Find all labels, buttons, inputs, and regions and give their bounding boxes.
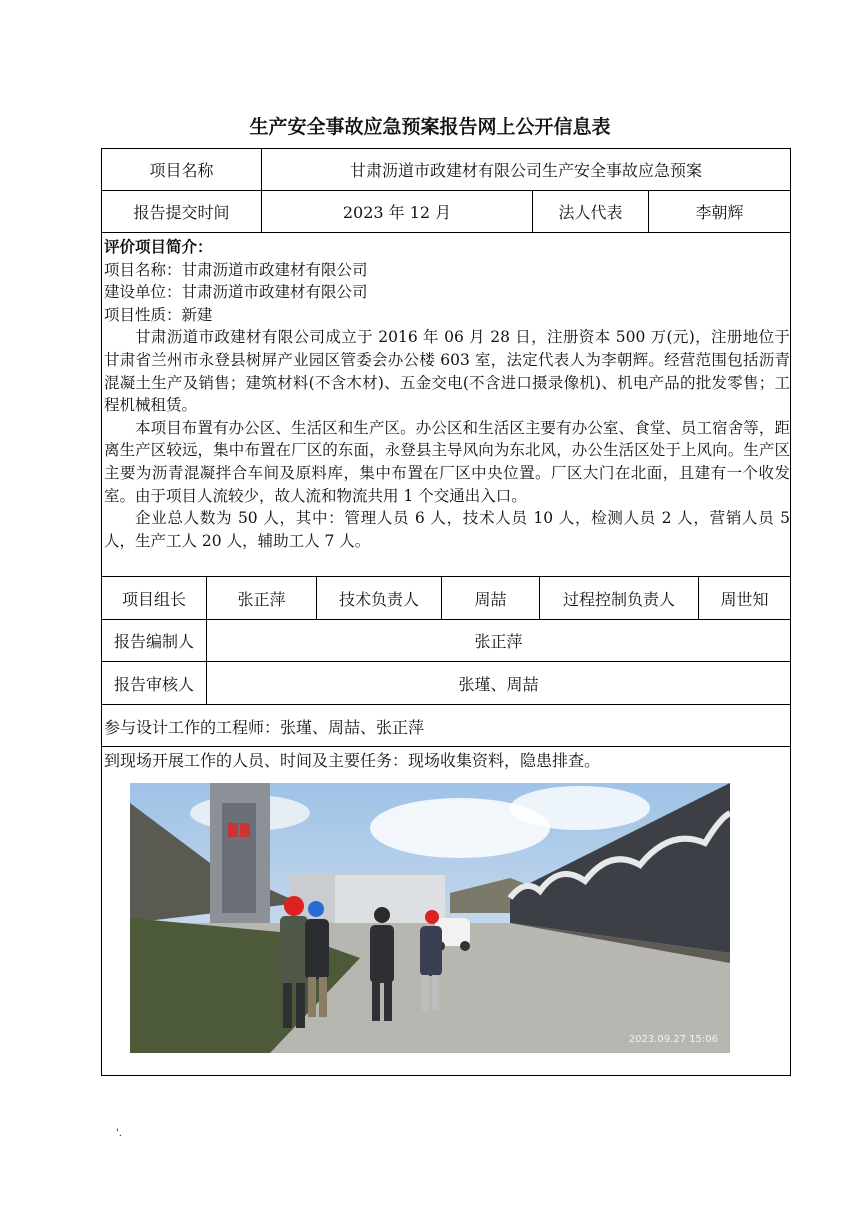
- submit-time-label: 报告提交时间: [133, 203, 230, 222]
- engineers-line: 参与设计工作的工程师：张瑾、周喆、张正萍: [104, 718, 425, 737]
- intro-paragraph: 甘肃沥道市政建材有限公司成立于 2016 年 06 月 28 日，注册资本 500 万(元)，注册地位于甘肃省兰州市永登县树屏产业园区管委会办公楼 603 室，法定代表人为李朝辉。经营范围包括沥青混凝土生产及销售；建筑材料(不含木材)、五金交电(不含进口摄录像机)、机电产品的批发零售；工程机械租赁。: [104, 328, 790, 415]
- project-intro: [104, 236, 790, 552]
- intro-project-name: 项目名称：甘肃沥道市政建材有限公司: [104, 260, 368, 279]
- leader-value: 张正萍: [237, 589, 286, 609]
- onsite-line: 到现场开展工作的人员、时间及主要任务：现场收集资料，隐患排查。: [104, 751, 601, 770]
- project-name-label: 项目名称: [149, 161, 214, 180]
- submit-time-value: 2023 年 12 月: [342, 203, 452, 222]
- intro-paragraph: 本项目布置有办公区、生活区和生产区。办公区和生活区主要有办公室、食堂、员工宿舍等，距离生产区较远，集中布置在厂区的东面，永登县主导风向为东北风，办公生活区处于上风向。生产区主要为沥青混凝拌合车间及原料库，集中布置在厂区中央位置。厂区大门在北面，且建有一个收发室。由于项目人流较少，故人流和物流共用 1 个交通出入口。: [104, 418, 790, 505]
- tech-lead-value: 周喆: [474, 589, 507, 609]
- reviewer-value: 张瑾、周喆: [458, 674, 539, 694]
- leader-label: 项目组长: [121, 589, 186, 609]
- legal-rep-label: 法人代表: [558, 203, 623, 222]
- footer-mark: '.: [116, 1128, 122, 1139]
- legal-rep-value: 李朝辉: [695, 203, 744, 222]
- photo-timestamp: 2023.09.27 15:06: [628, 1034, 718, 1045]
- compiler-label: 报告编制人: [113, 632, 194, 651]
- site-photo-illustration: [130, 783, 730, 1053]
- intro-builder: 建设单位：甘肃沥道市政建材有限公司: [104, 283, 368, 302]
- compiler-value: 张正萍: [474, 632, 523, 651]
- page-title: 生产安全事故应急预案报告网上公开信息表: [249, 116, 611, 138]
- intro-paragraph: 企业总人数为 50 人，其中：管理人员 6 人，技术人员 10 人，检测人员 2 人，营销人员 5 人，生产工人 20 人，辅助工人 7 人。: [104, 509, 790, 550]
- reviewer-label: 报告审核人: [113, 674, 194, 694]
- process-lead-label: 过程控制负责人: [562, 589, 675, 609]
- tech-lead-label: 技术负责人: [338, 589, 419, 609]
- row-divider: [102, 746, 790, 747]
- intro-heading: 评价项目简介：: [104, 238, 213, 256]
- process-lead-value: 周世知: [720, 589, 769, 609]
- row-divider: [102, 704, 790, 705]
- intro-nature: 项目性质：新建: [104, 305, 213, 324]
- row-divider: [102, 232, 790, 233]
- site-photo: [130, 783, 730, 1053]
- project-name-value: 甘肃沥道市政建材有限公司生产安全事故应急预案: [349, 161, 702, 180]
